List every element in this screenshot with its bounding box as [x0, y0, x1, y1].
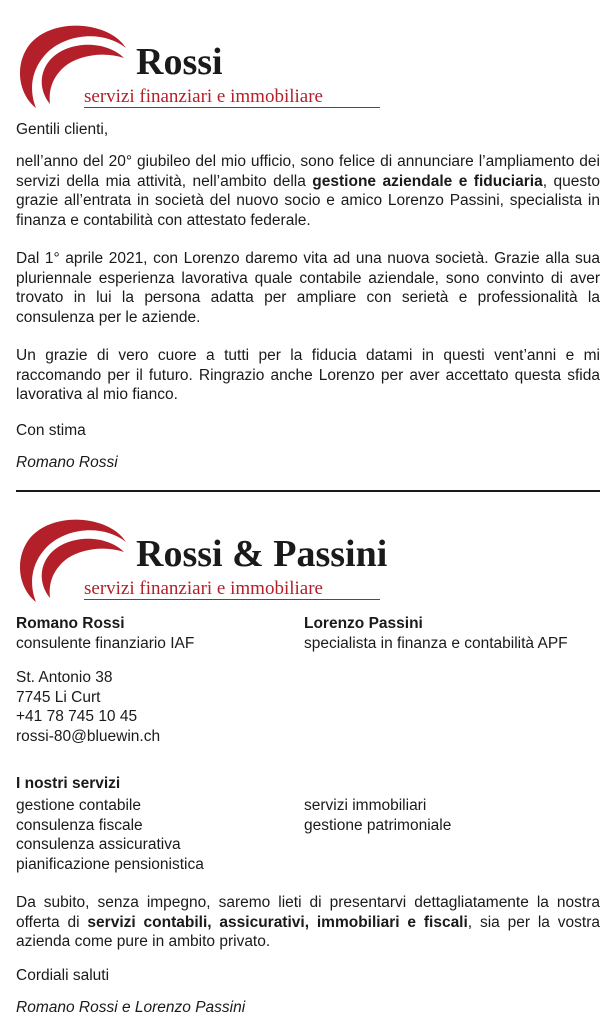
signature: Romano Rossi [16, 454, 118, 471]
service-item: pianificazione pensionistica [16, 855, 204, 873]
services-right-list [304, 796, 451, 835]
partner-1 [16, 614, 194, 653]
closing: Cordiali saluti [16, 967, 110, 984]
partner-2-name: Lorenzo Passini [304, 615, 423, 632]
services-heading: I nostri servizi [16, 775, 121, 792]
service-item: consulenza fiscale [16, 816, 143, 834]
brand-tagline: servizi finanziari e immobiliare [84, 578, 323, 599]
partner-2-title: specialista in finanza e contabilità APF [304, 634, 568, 652]
address-phone: +41 78 745 10 45 [16, 708, 138, 725]
tagline-underline [84, 599, 380, 600]
address-email: rossi-80@bluewin.ch [16, 727, 161, 745]
section-divider [16, 490, 600, 492]
service-item: gestione patrimoniale [304, 816, 452, 834]
service-item: consulenza assicurativa [16, 836, 181, 853]
address-street: St. Antonio 38 [16, 669, 113, 686]
offer-highlight: servizi contabili, assicurativi, immobiliari e fiscali [87, 913, 468, 931]
service-item: gestione contabile [16, 797, 141, 814]
address-city: 7745 Li Curt [16, 688, 101, 706]
paragraph-3: Un grazie di vero cuore a tutti per la fiducia datami in questi vent’anni e mi raccomando per il futuro. Ringrazio anche Lorenzo per aver accettato questa sfida lavorativa al mio fianco. [16, 347, 600, 403]
paragraph-2: Dal 1° aprile 2021, con Lorenzo daremo vita ad una nuova società. Grazie alla sua pluriennale esperienza lavorativa quale contabile aziendale, sono convinto di aver trovato in lui la persona adatta per ampliare con serietà e professionalità la consulenza per le aziende. [16, 250, 600, 326]
paragraph-1-highlight: gestione aziendale e fiduciaria [312, 172, 543, 190]
greeting: Gentili clienti, [16, 121, 109, 138]
offer-paragraph: Da subito, senza impegno, saremo lieti di presentarvi dettagliatamente la nostra offerta di servizi contabili, assicurativi, immobiliari e fiscali, sia per la vostra azienda come pure in ambito privato. [16, 894, 600, 950]
brand-tagline: servizi finanziari e immobiliare [84, 86, 323, 107]
address-block [16, 668, 160, 746]
partner-1-title: consulente finanziario IAF [16, 634, 195, 652]
partner-2 [304, 614, 568, 653]
paragraph-1: nell’anno del 20° giubileo del mio ufficio, sono felice di annunciare l’ampliamento dei servizi della mia attività, nell’ambito della gestione aziendale e fiduciaria, questo grazie all’entrata in società del nuovo socio e amico Lorenzo Passini, specialista in finanza e contabilità con attestato federale. [16, 153, 600, 229]
tagline-underline [84, 107, 380, 108]
signature: Romano Rossi e Lorenzo Passini [16, 999, 246, 1016]
service-item: servizi immobiliari [304, 797, 427, 814]
brand-name: Rossi & Passini [136, 533, 388, 575]
services-left-list [16, 796, 204, 874]
partner-1-name: Romano Rossi [16, 615, 125, 632]
closing: Con stima [16, 422, 86, 439]
brand-name: Rossi [136, 41, 223, 83]
